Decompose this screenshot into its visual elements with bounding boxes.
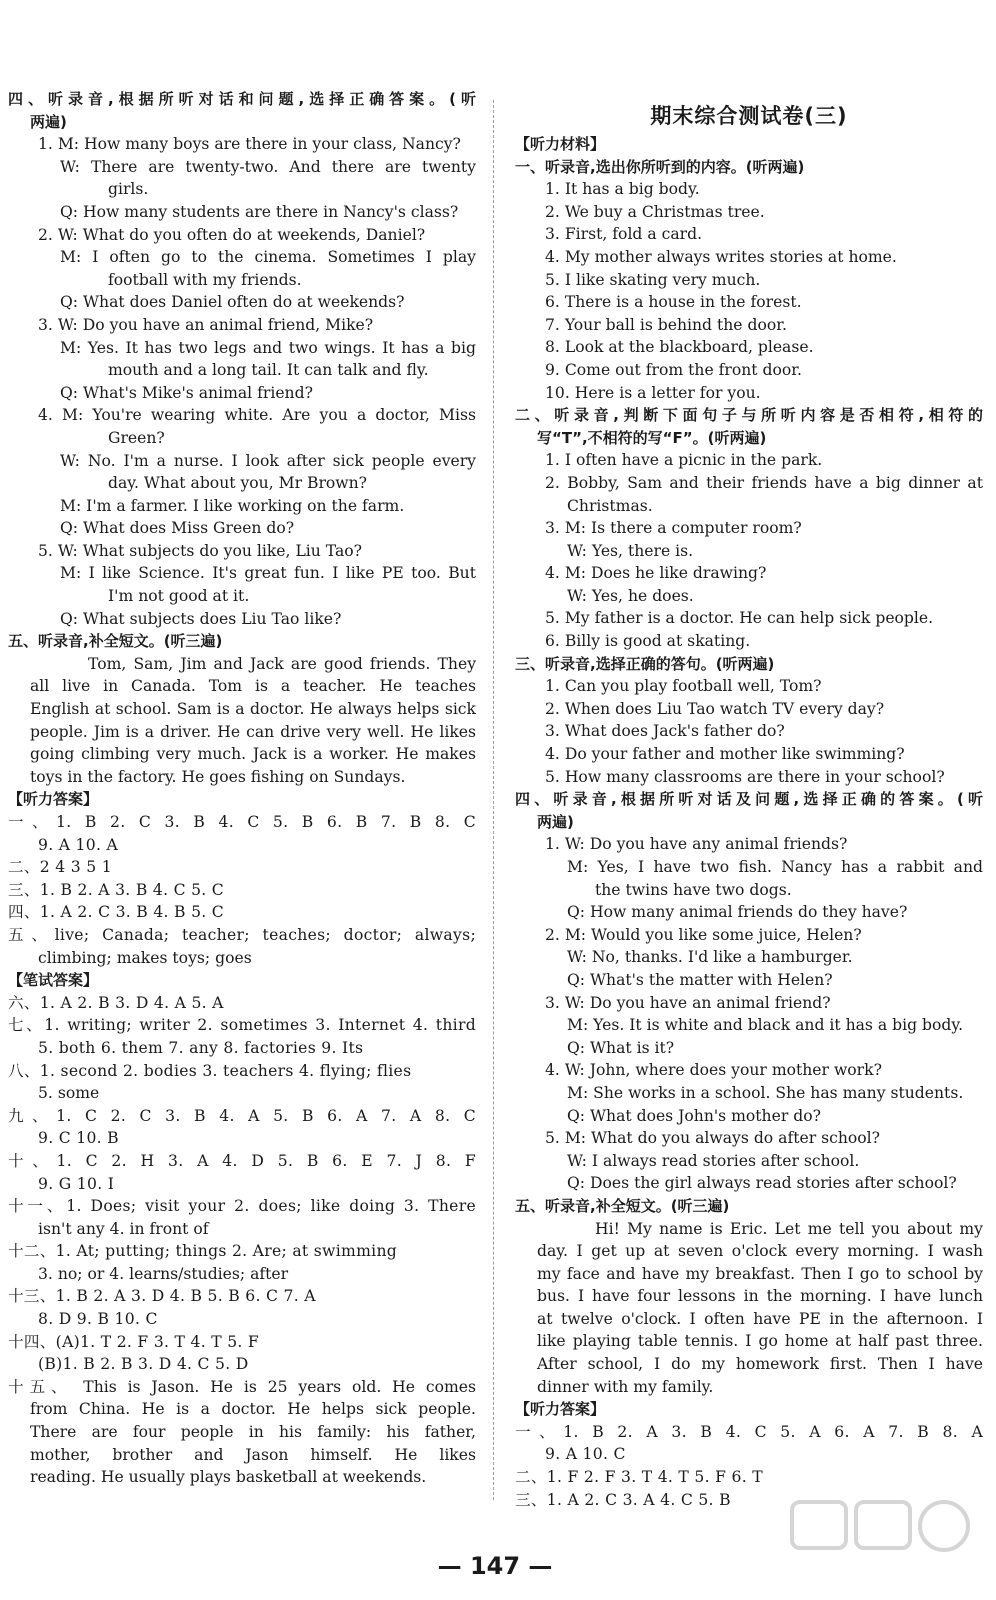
left-text-line: 两遍) [30, 112, 67, 131]
right-text-line: my face and have my breakfast. Then I go to school by [537, 1264, 983, 1283]
left-text-line: 九、1. C 2. C 3. B 4. A 5. B 6. A 7. A 8. C [8, 1106, 476, 1125]
left-text-line: Q: How many students are there in Nancy's class? [60, 202, 459, 221]
left-text-line: going climbing very much. Jack is a worker. He makes [30, 745, 476, 764]
right-text-line: Q: Does the girl always read stories after school? [567, 1174, 957, 1193]
left-text-line: 六、1. A 2. B 3. D 4. A 5. A [8, 993, 224, 1012]
right-text-line: 3. W: Do you have an animal friend? [545, 993, 831, 1012]
right-column [515, 133, 983, 1511]
left-text-line: 4. M: You're wearing white. Are you a doctor, Miss [38, 406, 476, 425]
right-text-line: Q: What's the matter with Helen? [567, 970, 833, 989]
left-text-line: 一、1. B 2. C 3. B 4. C 5. B 6. B 7. B 8. C [8, 813, 476, 831]
left-text-line: 【听力答案】 [8, 790, 99, 809]
right-text-line: 3. First, fold a card. [545, 225, 703, 244]
left-text-line: girls. [108, 180, 149, 199]
right-text-line: dinner with my family. [537, 1377, 714, 1396]
right-text-line: Q: How many animal friends do they have? [567, 903, 908, 922]
right-text-line: 4. My mother always writes stories at home. [545, 247, 897, 266]
right-text-line: 9. A 10. C [545, 1445, 626, 1464]
left-text-line: 5. some [38, 1084, 100, 1103]
right-text-line: 5. My father is a doctor. He can help sick people. [545, 609, 934, 628]
right-text-line: 8. Look at the blackboard, please. [545, 338, 814, 357]
left-text-line: 3. W: Do you have an animal friend, Mike? [38, 315, 374, 334]
right-text-line: bus. I have four lessons in the morning. I have lunch [537, 1287, 983, 1306]
left-text-line: M: I'm a farmer. I like working on the farm. [60, 496, 405, 515]
right-text-line: M: She works in a school. She has many students. [567, 1083, 964, 1102]
left-text-line: Tom, Sam, Jim and Jack are good friends. They [88, 654, 476, 673]
left-text-line: 十二、1. At; putting; things 2. Are; at swimming [8, 1242, 398, 1261]
left-text-line: isn't any 4. in front of [38, 1219, 209, 1238]
right-text-line: 6. Billy is good at skating. [545, 632, 751, 651]
right-text-line: Q: What is it? [567, 1038, 675, 1057]
right-text-line: the twins have two dogs. [595, 880, 792, 899]
left-text-line: people. Jim is a driver. He can drive very well. He likes [30, 722, 476, 741]
left-text-line: 七、1. writing; writer 2. sometimes 3. Internet 4. third [8, 1016, 476, 1035]
left-text-line: from China. He is a doctor. He helps sick people. [30, 1400, 476, 1419]
right-text-line: 5. I like skating very much. [545, 270, 761, 289]
left-text-line: 5. both 6. them 7. any 8. factories 9. Its [38, 1038, 364, 1057]
right-text-line: 3. M: Is there a computer room? [545, 519, 802, 538]
exam-title: 期末综合测试卷(三) [650, 104, 848, 128]
left-text-line: Q: What subjects does Liu Tao like? [60, 609, 342, 628]
right-text-line: W: No, thanks. I'd like a hamburger. [567, 948, 853, 967]
right-text-line: 2. M: Would you like some juice, Helen? [545, 925, 862, 944]
right-text-line: 【听力答案】 [515, 1400, 606, 1419]
right-text-line: like playing table tennis. I go home at half past three. [537, 1332, 983, 1351]
right-text-line: 二、听录音,判断下面句子与所听内容是否相符,相符的 [515, 406, 983, 425]
left-text-line: 2. W: What do you often do at weekends, Daniel? [38, 225, 426, 244]
right-text-line: 2. When does Liu Tao watch TV every day? [545, 699, 885, 718]
left-text-line: M: I like Science. It's great fun. I like PE too. But [60, 564, 476, 583]
left-text-line: 二、2 4 3 5 1 [8, 858, 112, 877]
left-text-line: 四、1. A 2. C 3. B 4. B 5. C [8, 903, 225, 922]
right-text-line: After school, I do my homework first. Then I have [537, 1355, 983, 1374]
left-text-line: 9. C 10. B [38, 1129, 119, 1148]
right-text-line: Hi! My name is Eric. Let me tell you about my [595, 1219, 983, 1238]
left-text-line: Q: What does Daniel often do at weekends? [60, 293, 405, 312]
left-text-line: W: There are twenty-two. And there are twenty [60, 157, 476, 176]
left-text-line: I'm not good at it. [108, 587, 250, 606]
right-text-line: W: I always read stories after school. [567, 1151, 860, 1170]
right-text-line: 5. How many classrooms are there in your school? [545, 767, 945, 786]
left-text-line: 9. A 10. A [38, 835, 119, 854]
right-text-line: W: Yes, there is. [567, 541, 694, 560]
right-text-line: at twelve o'clock. I often have PE in the afternoon. I [537, 1309, 983, 1328]
page-number: — 147 — [437, 1552, 553, 1580]
left-text-line: toys in the factory. He goes fishing on Sundays. [30, 767, 406, 786]
left-text-line: 五、听录音,补全短文。(听三遍) [8, 632, 223, 651]
left-text-line: climbing; makes toys; goes [38, 948, 252, 967]
right-text-line: 1. I often have a picnic in the park. [545, 451, 823, 470]
left-text-line: 四、听录音,根据所听对话和问题,选择正确答案。(听 [8, 90, 476, 108]
right-text-line: 6. There is a house in the forest. [545, 293, 802, 312]
left-text-line: (B)1. B 2. B 3. D 4. C 5. D [38, 1355, 249, 1374]
left-text-line: 5. W: What subjects do you like, Liu Tao? [38, 541, 363, 560]
right-text-line: 两遍) [537, 812, 574, 831]
left-text-line: M: Yes. It has two legs and two wings. It has a big [60, 338, 476, 357]
right-text-line: 写“T”,不相符的写“F”。(听两遍) [537, 428, 767, 447]
right-text-line: 5. M: What do you always do after school? [545, 1129, 881, 1148]
right-text-line: 一、1. B 2. A 3. B 4. C 5. A 6. A 7. B 8. A [515, 1422, 983, 1441]
right-text-line: 4. Do your father and mother like swimming? [545, 745, 905, 764]
right-text-line: 2. Bobby, Sam and their friends have a big dinner at [545, 473, 983, 492]
right-text-line: 二、1. F 2. F 3. T 4. T 5. F 6. T [515, 1468, 763, 1487]
left-text-line: 十四、(A)1. T 2. F 3. T 4. T 5. F [8, 1332, 260, 1351]
left-text-line: Green? [108, 428, 165, 447]
right-text-line: 7. Your ball is behind the door. [545, 315, 787, 334]
right-text-line: 4. W: John, where does your mother work? [545, 1061, 882, 1080]
right-text-line: 1. Can you play football well, Tom? [545, 677, 822, 696]
left-text-line: Q: What's Mike's animal friend? [60, 383, 313, 402]
right-text-line: day. I get up at seven o'clock every morning. I wash [537, 1242, 983, 1261]
right-text-line: 三、听录音,选择正确的答句。(听两遍) [515, 654, 775, 673]
right-text-line: 2. We buy a Christmas tree. [545, 202, 765, 221]
right-text-line: 4. M: Does he like drawing? [545, 564, 767, 583]
left-text-line: Q: What does Miss Green do? [60, 519, 295, 538]
left-text-line: M: I often go to the cinema. Sometimes I play [60, 248, 476, 267]
left-text-line: 【笔试答案】 [8, 971, 99, 990]
left-text-line: 3. no; or 4. learns/studies; after [38, 1264, 289, 1283]
watermark-logo [788, 1496, 978, 1586]
left-text-line: 三、1. B 2. A 3. B 4. C 5. C [8, 880, 225, 899]
right-text-line: 一、听录音,选出你所听到的内容。(听两遍) [515, 157, 805, 176]
left-text-line: day. What about you, Mr Brown? [108, 474, 368, 493]
left-column [8, 88, 476, 1489]
left-text-line: 十三、1. B 2. A 3. D 4. B 5. B 6. C 7. A [8, 1287, 316, 1306]
right-text-line: 五、听录音,补全短文。(听三遍) [515, 1196, 730, 1215]
right-text-line: 1. W: Do you have any animal friends? [545, 835, 848, 854]
right-text-line: 四、听录音,根据所听对话及问题,选择正确的答案。(听 [515, 790, 983, 809]
left-text-line: W: No. I'm a nurse. I look after sick people every [60, 451, 476, 470]
column-divider [493, 100, 494, 1500]
left-text-line: 十一、1. Does; visit your 2. does; like doing 3. There [8, 1197, 476, 1216]
left-text-line: football with my friends. [108, 270, 302, 289]
left-text-line: 8. D 9. B 10. C [38, 1310, 158, 1329]
right-text-line: 10. Here is a letter for you. [545, 383, 761, 402]
left-text-line: all live in Canada. Tom is a teacher. He teaches [30, 677, 476, 696]
right-text-line: 9. Come out from the front door. [545, 360, 802, 379]
right-text-line: Christmas. [567, 496, 653, 515]
left-text-line: mother, brother and Jason himself. He likes [30, 1445, 476, 1464]
left-text-line: 1. M: How many boys are there in your class, Nancy? [38, 135, 461, 154]
left-text-line: reading. He usually plays basketball at weekends. [30, 1468, 427, 1487]
left-text-line: 八、1. second 2. bodies 3. teachers 4. flying; flies [8, 1061, 412, 1080]
right-text-line: M: Yes, I have two fish. Nancy has a rabbit and [567, 858, 983, 876]
left-text-line: 9. G 10. I [38, 1174, 115, 1193]
right-text-line: M: Yes. It is white and black and it has a big body. [567, 1016, 964, 1035]
right-text-line: W: Yes, he does. [567, 586, 694, 605]
right-text-line: 3. What does Jack's father do? [545, 722, 785, 741]
left-text-line: 五、live; Canada; teacher; teaches; doctor; always; [8, 925, 476, 944]
left-text-line: 十五、 This is Jason. He is 25 years old. He comes [8, 1377, 476, 1396]
right-text-line: 三、1. A 2. C 3. A 4. C 5. B [515, 1490, 731, 1509]
right-text-line: 1. It has a big body. [545, 180, 700, 199]
left-text-line: There are four people in his family: his father, [30, 1423, 476, 1442]
left-text-line: English at school. Sam is a doctor. He always helps sick [30, 700, 476, 719]
right-text-line: Q: What does John's mother do? [567, 1106, 821, 1125]
right-text-line: 【听力材料】 [515, 135, 606, 153]
left-text-line: mouth and a long tail. It can talk and fly. [108, 361, 429, 380]
left-text-line: 十、1. C 2. H 3. A 4. D 5. B 6. E 7. J 8. F [8, 1151, 476, 1170]
